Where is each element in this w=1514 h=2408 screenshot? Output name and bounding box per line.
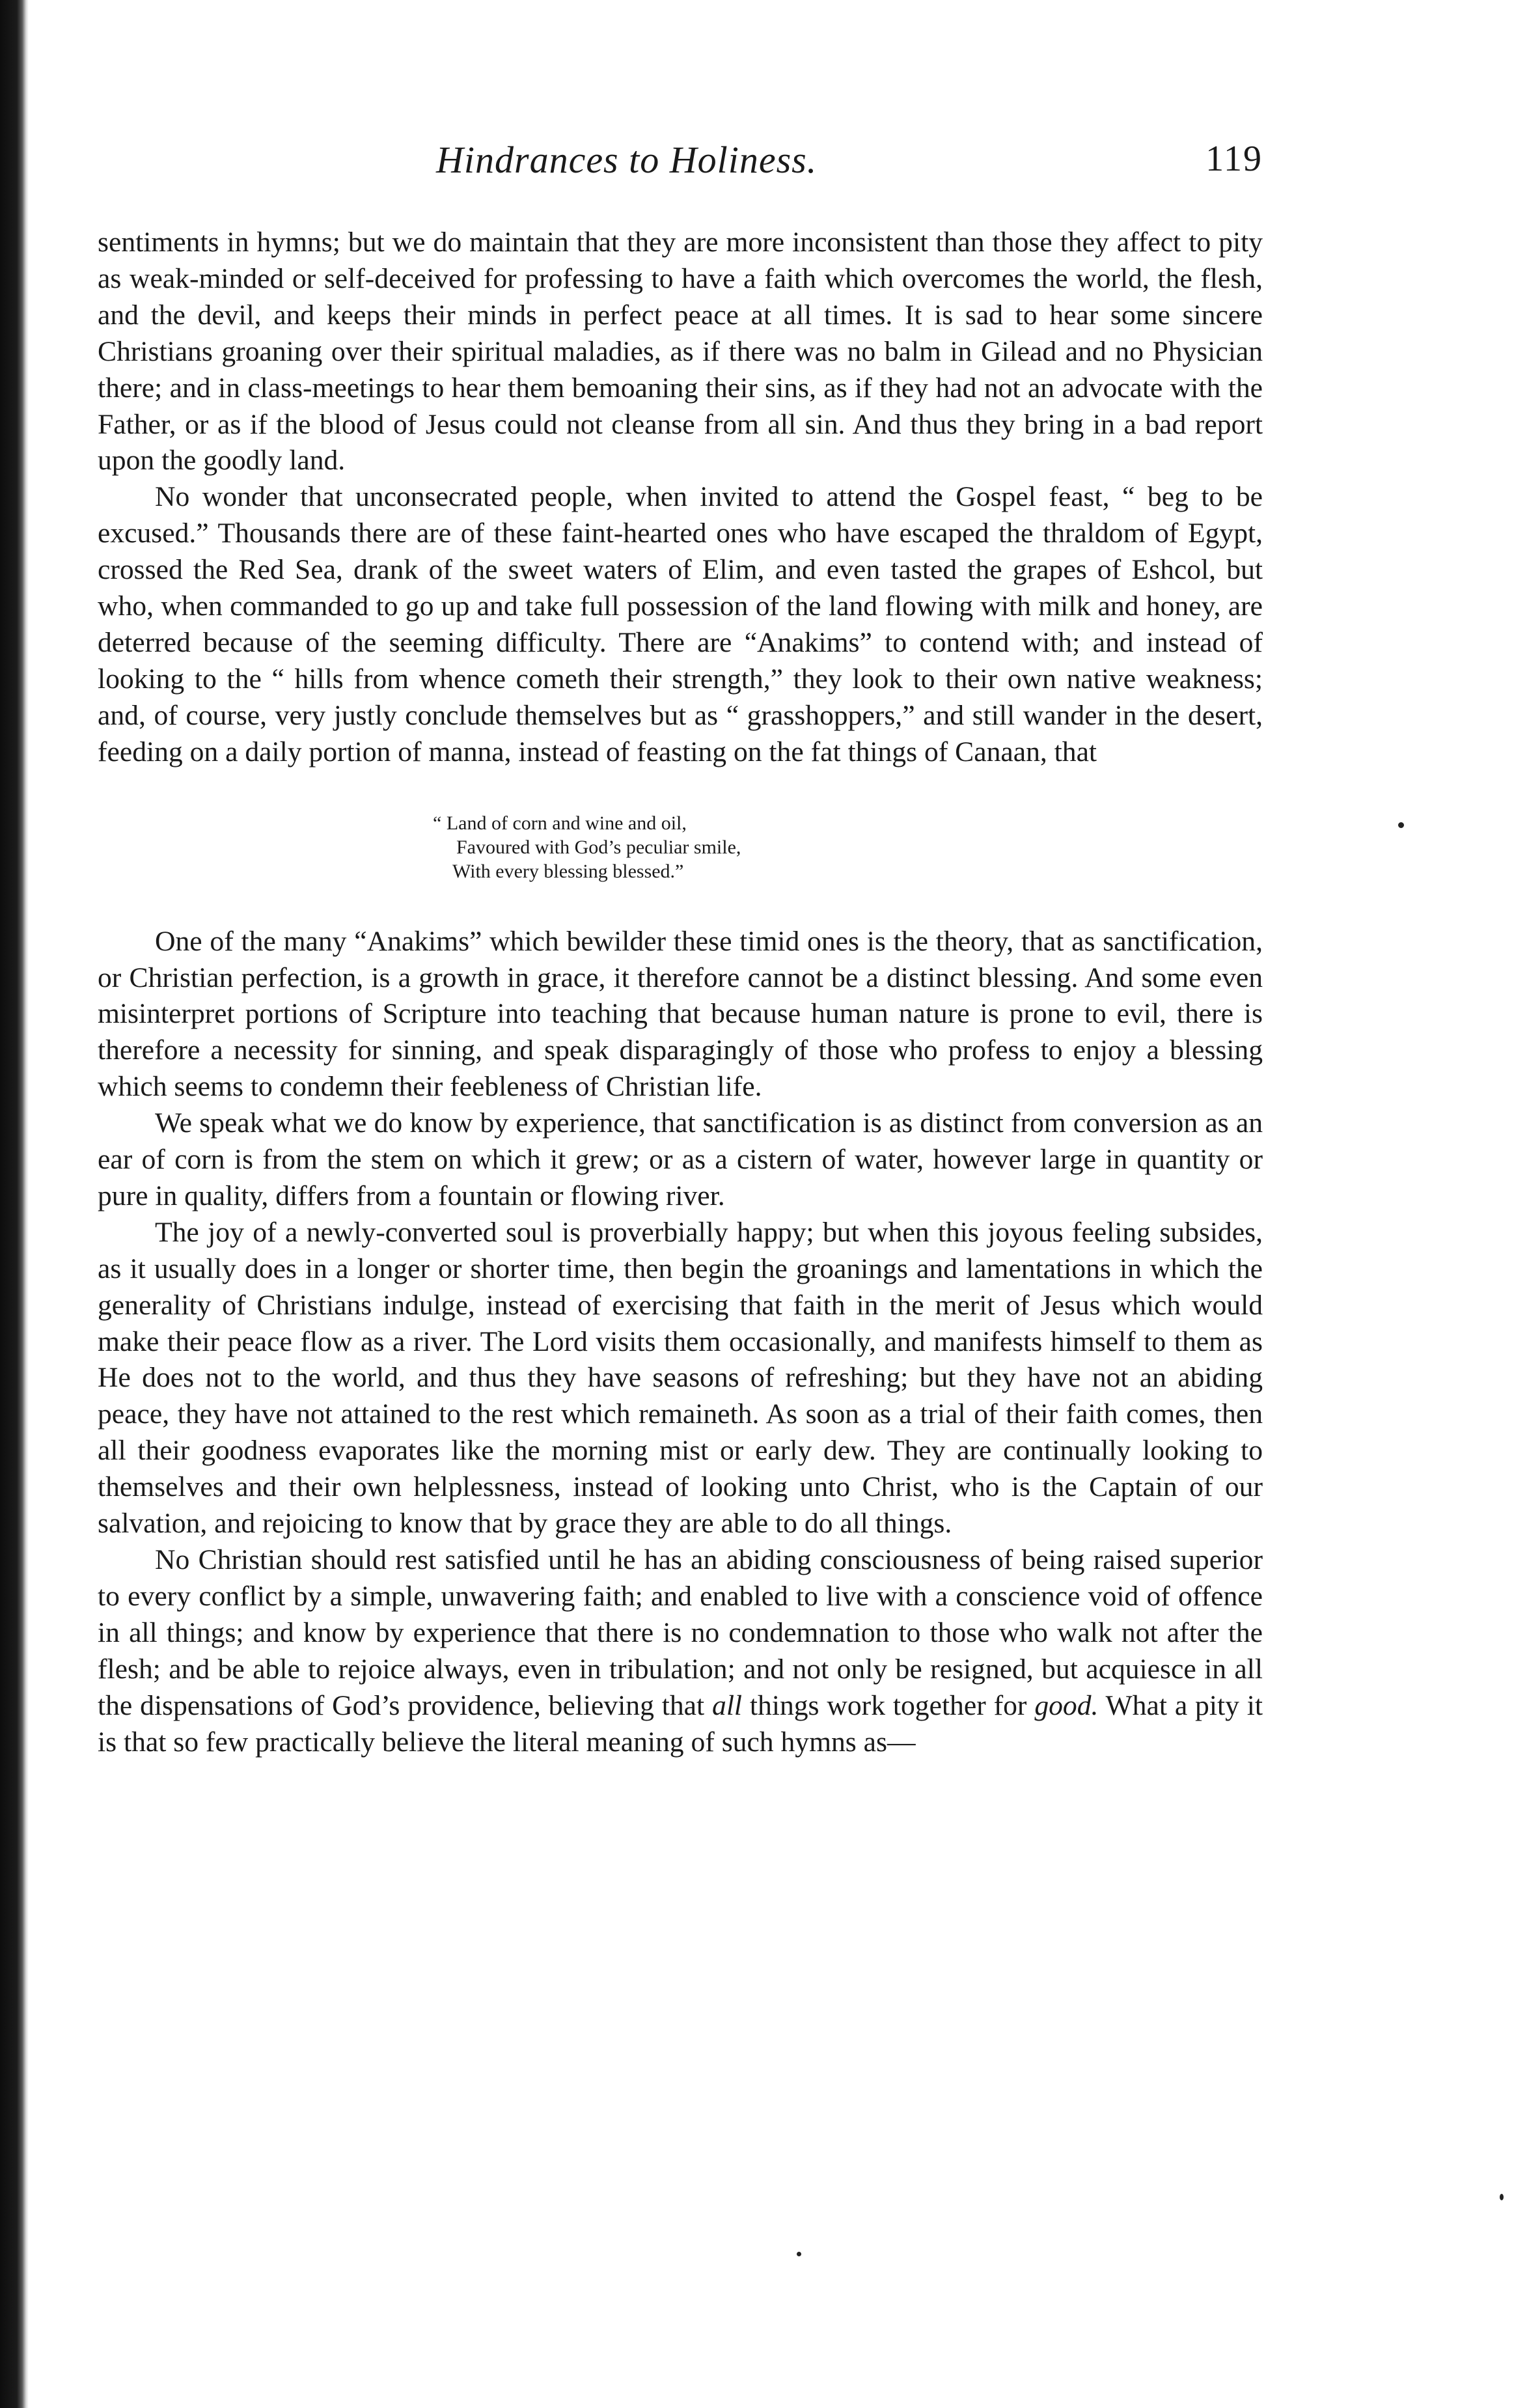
ink-speck: [1398, 822, 1404, 828]
paragraph-continued: sentiments in hymns; but we do maintain that they are more inconsistent than those they affect to pity as weak-minded or self-deceived for professing to have a faith which overcomes the world, the flesh, and the devil, and keeps their minds in perfect peace at all times. It is sad to hear some sincere Christians groaning over their spiritual maladies, as if there was no balm in Gilead and no Physician there; and in class-meetings to hear them bemoaning their sins, as if they had not an advocate with the Father, or as if the blood of Jesus could not cleanse from all sin. And thus they bring in a bad report upon the goodly land.: [98, 227, 1263, 477]
verse-quotation: [98, 811, 1263, 883]
paragraph-gospel-feast: No wonder that unconsecrated people, when invited to attend the Gospel feast, “ beg to be excused.” Thousands there are of these faint-hearted ones who have escaped the thraldom of Egypt, crossed the Red Sea, drank of the sweet waters of Elim, and even tasted the grapes of Eshcol, but who, when commanded to go up and take full possession of the land flowing with milk and honey, are deterred because of the seeming difficulty. There are “Anakims” to contend with; and instead of looking to the “ hills from whence cometh their strength,” they look to their own native weakness; and, of course, very justly conclude themselves but as “ grasshoppers,” and still wander in the desert, feeding on a daily portion of manna, instead of feasting on the fat things of Canaan, that: [98, 481, 1263, 768]
verse-line: Favoured with God’s peculiar smile,: [456, 836, 741, 858]
emphasis-all: all: [712, 1689, 743, 1721]
paragraph-experience: We speak what we do know by experience, that sanctification is as distinct from conversion as an ear of corn is from the stem on which it grew; or as a cistern of water, however large in quantity or pure in quality, differs from a fountain or flowing river.: [98, 1107, 1263, 1211]
text-run: things work together for: [742, 1689, 1035, 1721]
verse-line: With every blessing blessed.”: [452, 860, 684, 882]
book-binding-edge: [0, 0, 29, 2408]
page-body: [98, 225, 1263, 1760]
ink-speck: [1500, 2194, 1504, 2200]
paragraph-no-christian: [98, 1542, 1263, 1760]
page-number: 119: [1205, 139, 1263, 179]
text-run: No Christian should rest satisfied until he has an abiding consciousness of being raised superior to every conflict by a simple, unwavering faith; and enabled to live with a conscience void of offence in all things; and know by experience that there is no condemnation to those who walk not after the flesh; and be able to rejoice always, even in tribulation; and not only be resigned, but acquiesce in all the dispensations of God’s providence, believing that: [98, 1544, 1263, 1721]
verse-line: “ Land of corn and wine and oil,: [433, 812, 687, 834]
paragraph-anakims-theory: One of the many “Anakims” which bewilder these timid ones is the theory, that as sanctification, or Christian perfection, is a growth in grace, it therefore cannot be a distinct blessing. And some even misinterpret portions of Scripture into teaching that because human nature is prone to evil, there is therefore a necessity for sinning, and speak disparagingly of those who profess to enjoy a blessing which seems to condemn their feebleness of Christian life.: [98, 925, 1263, 1103]
paragraph-newly-converted: The joy of a newly-converted soul is proverbially happy; but when this joyous feeling subsides, as it usually does in a longer or shorter time, then begin the groanings and lamentations in which the generality of Christians indulge, instead of exercising that faith in the merit of Jesus which would make their peace flow as a river. The Lord visits them occasionally, and manifests himself to them as He does not to the world, and thus they have seasons of refreshing; but they have not an abiding peace, they have not attained to the rest which remaineth. As soon as a trial of their faith comes, then all their goodness evaporates like the morning mist or early dew. They are continually looking to themselves and their own helplessness, instead of looking unto Christ, who is the Captain of our salvation, and rejoicing to know that by grace they are able to do all things.: [98, 1216, 1263, 1540]
text-run: What a pity it is that so few practically believe the literal meaning of such hymns as—: [98, 1689, 1263, 1758]
running-title: Hindrances to Holiness.: [436, 139, 818, 181]
emphasis-good: good.: [1034, 1689, 1099, 1721]
page-header: [98, 138, 1263, 190]
ink-speck: [797, 2252, 801, 2256]
